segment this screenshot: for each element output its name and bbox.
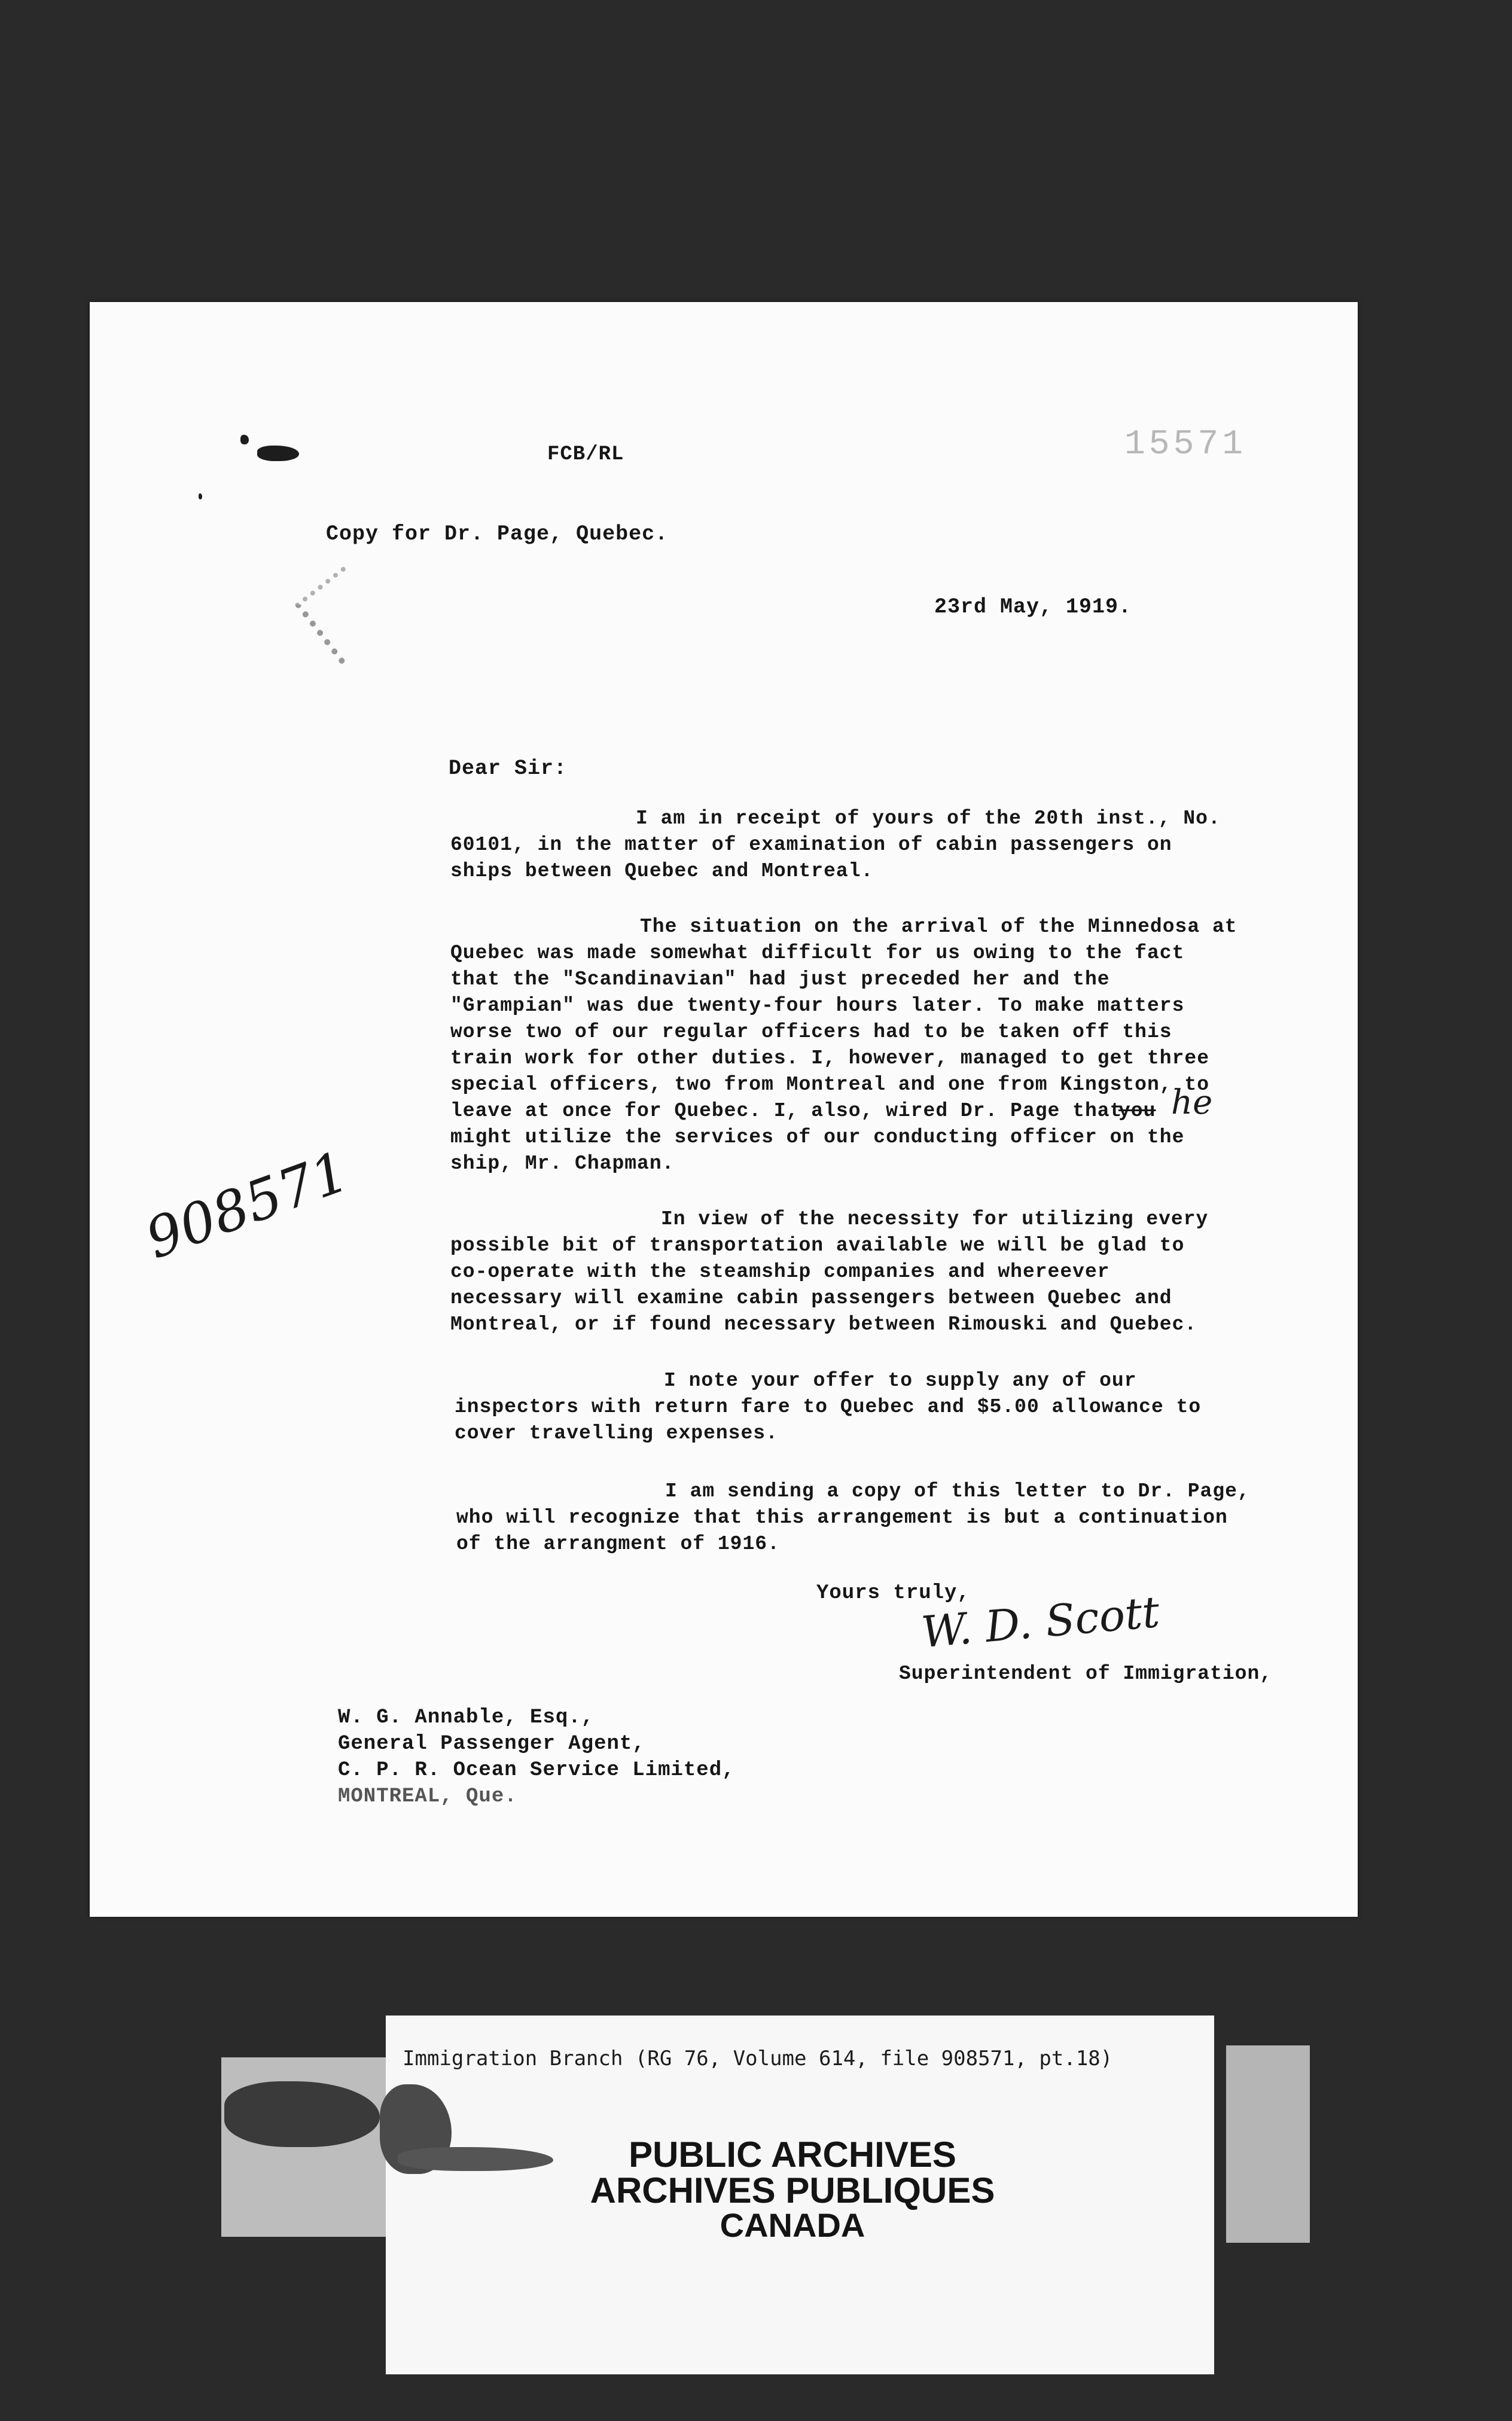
paragraph-line: who will recognize that this arrangement is but a continuation <box>456 1507 1228 1529</box>
paragraph-line: co-operate with the steamship companies and whereever <box>450 1261 1110 1283</box>
paragraph-line: possible bit of transportation available we will be glad to <box>450 1234 1185 1257</box>
paragraph-line: necessary will examine cabin passengers between Quebec and <box>450 1287 1172 1309</box>
archive-stamp-line-3: CANADA <box>720 2206 865 2244</box>
closing: Yours truly, <box>816 1582 970 1605</box>
handwritten-insertion: he <box>1171 1083 1213 1122</box>
paragraph-line: leave at once for Quebec. I, also, wired Dr. Page that <box>450 1100 1123 1122</box>
paragraph-line: might utilize the services of our conducting officer on the <box>450 1126 1185 1148</box>
paragraph-line: Quebec was made somewhat difficult for us owing to the fact <box>450 942 1185 964</box>
paragraph-line: ship, Mr. Chapman. <box>450 1152 675 1175</box>
paragraph-line: I am sending a copy of this letter to Dr. Page, <box>665 1480 1250 1502</box>
paragraph-line: of the arrangment of 1916. <box>456 1533 780 1555</box>
paragraph-line: special officers, two from Montreal and one from Kingston, to <box>450 1074 1209 1096</box>
paragraph-line: I am in receipt of yours of the 20th inst., No. <box>636 807 1221 830</box>
salutation: Dear Sir: <box>449 757 568 780</box>
paragraph-line: inspectors with return fare to Quebec and $5.00 allowance to <box>455 1396 1202 1418</box>
margin-file-number: 908571 <box>138 1139 357 1272</box>
paragraph-line: In view of the necessity for utilizing every <box>661 1208 1209 1230</box>
letter-page <box>90 302 1358 1917</box>
paragraph-line: I note your offer to supply any of our <box>664 1370 1137 1392</box>
smudge <box>398 2147 553 2171</box>
paragraph-line: 60101, in the matter of examination of cabin passengers on <box>450 834 1172 856</box>
archive-label-card <box>386 2016 1214 2374</box>
archive-caption: Immigration Branch (RG 76, Volume 614, file 908571, pt.18) <box>403 2047 1113 2071</box>
paragraph-line: The situation on the arrival of the Minnedosa at <box>640 916 1237 938</box>
copy-note: Copy for Dr. Page, Quebec. <box>326 522 669 546</box>
paragraph-line: cover travelling expenses. <box>455 1422 778 1444</box>
archive-stamp-line-1: PUBLIC ARCHIVES <box>629 2135 956 2175</box>
archive-stamp-line-2: ARCHIVES PUBLIQUES <box>590 2170 995 2210</box>
received-stamp-mark <box>294 566 391 665</box>
recipient-line: C. P. R. Ocean Service Limited, <box>338 1759 735 1782</box>
paragraph-line: Montreal, or if found necessary between Rimouski and Quebec. <box>450 1313 1197 1335</box>
ink-mark <box>199 493 202 499</box>
tape-right <box>1226 2045 1310 2243</box>
reference-initials: FCB/RL <box>547 443 624 466</box>
paragraph-line: worse two of our regular officers had to be taken off this <box>450 1021 1172 1043</box>
recipient-line: W. G. Annable, Esq., <box>338 1706 595 1729</box>
paragraph-line: that the "Scandinavian" had just preceded her and the <box>450 968 1110 990</box>
signer-title: Superintendent of Immigration, <box>899 1663 1273 1685</box>
recipient-line: MONTREAL, Que. <box>338 1785 517 1808</box>
paragraph-line: ships between Quebec and Montreal. <box>450 860 874 882</box>
ink-mark <box>240 435 249 444</box>
paragraph-line: "Grampian" was due twenty-four hours later. To make matters <box>450 995 1185 1017</box>
ink-mark <box>257 446 299 461</box>
letter-date: 23rd May, 1919. <box>934 595 1132 619</box>
struck-word: you <box>1118 1100 1156 1122</box>
file-stamp-number: 15571 <box>1124 425 1247 464</box>
signature: W. D. Scott <box>919 1586 1162 1658</box>
paragraph-line: train work for other duties. I, however, managed to get three <box>450 1047 1209 1069</box>
recipient-line: General Passenger Agent, <box>338 1733 645 1755</box>
